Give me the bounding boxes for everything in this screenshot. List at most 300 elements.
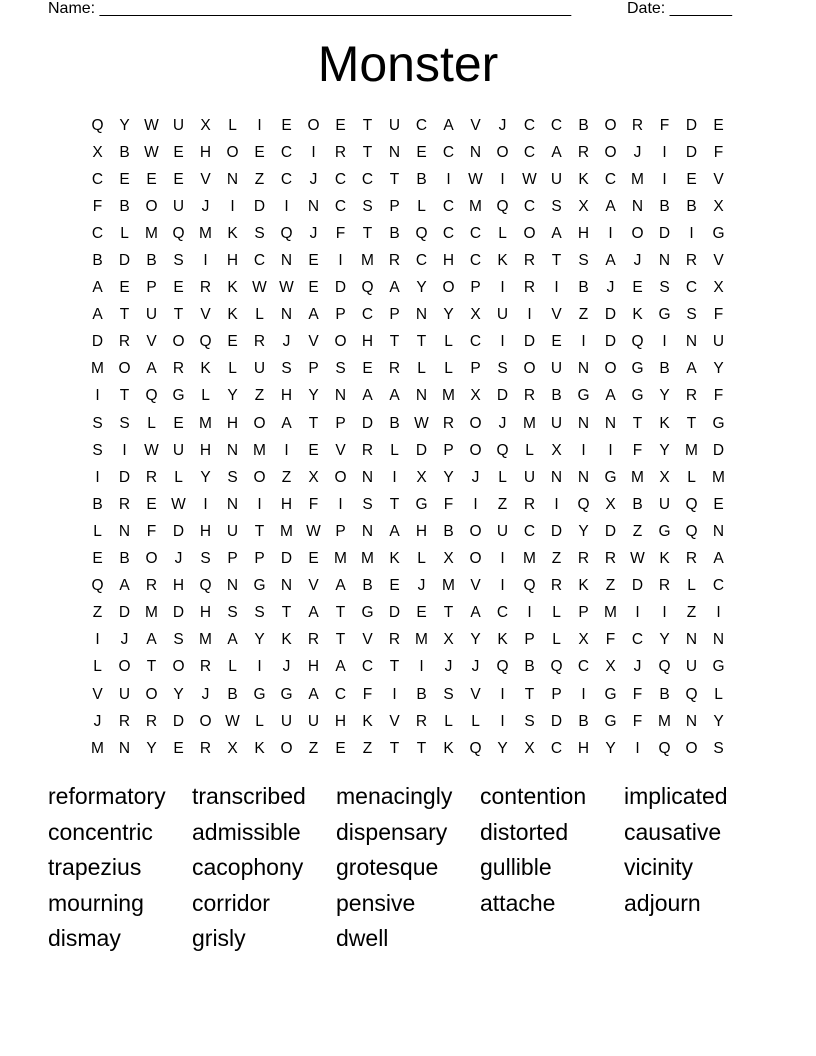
- grid-letter: G: [631, 387, 644, 405]
- grid-letter: S: [173, 631, 184, 649]
- word-list-item: grisly: [192, 925, 246, 951]
- grid-letter: C: [361, 658, 374, 676]
- grid-letter: H: [199, 604, 212, 622]
- grid-letter: E: [227, 333, 238, 351]
- grid-letter: N: [361, 522, 374, 540]
- grid-letter: Q: [685, 685, 698, 703]
- grid-letter: B: [92, 252, 103, 270]
- grid-letter: I: [257, 495, 262, 513]
- grid-letter: R: [415, 712, 428, 730]
- grid-letter: N: [712, 631, 725, 649]
- grid-letter: L: [228, 116, 237, 134]
- grid-letter: J: [633, 252, 642, 270]
- grid-letter: D: [604, 333, 617, 351]
- grid-letter: L: [552, 604, 561, 622]
- grid-letter: A: [308, 306, 319, 324]
- grid-letter: K: [281, 631, 292, 649]
- grid-letter: G: [172, 387, 185, 405]
- grid-letter: V: [335, 441, 346, 459]
- grid-letter: E: [308, 550, 319, 568]
- grid-letter: Q: [658, 658, 671, 676]
- grid-letter: H: [172, 577, 185, 595]
- grid-letter: Q: [685, 522, 698, 540]
- grid-letter: A: [551, 224, 562, 242]
- grid-letter: L: [525, 441, 534, 459]
- grid-letter: P: [551, 685, 562, 703]
- grid-letter: U: [496, 306, 509, 324]
- grid-letter: E: [308, 252, 319, 270]
- grid-letter: U: [496, 522, 509, 540]
- grid-letter: O: [253, 468, 266, 486]
- grid-row: [84, 627, 732, 654]
- grid-letter: A: [713, 550, 724, 568]
- grid-letter: M: [199, 224, 212, 242]
- grid-letter: E: [173, 279, 184, 297]
- grid-row: [84, 383, 732, 410]
- grid-letter: S: [254, 224, 265, 242]
- grid-letter: M: [523, 550, 536, 568]
- grid-letter: M: [523, 414, 536, 432]
- grid-row: [84, 247, 732, 274]
- grid-letter: D: [523, 333, 536, 351]
- grid-letter: T: [308, 414, 319, 432]
- grid-letter: I: [257, 658, 262, 676]
- grid-letter: H: [280, 495, 293, 513]
- grid-letter: W: [252, 279, 267, 297]
- grid-letter: L: [147, 414, 156, 432]
- grid-letter: J: [282, 333, 291, 351]
- grid-letter: T: [416, 333, 427, 351]
- grid-letter: R: [577, 550, 590, 568]
- grid-letter: R: [334, 143, 347, 161]
- grid-letter: A: [281, 414, 292, 432]
- word-list-item: attache: [480, 889, 556, 916]
- grid-letter: Q: [496, 658, 509, 676]
- grid-letter: S: [551, 197, 562, 215]
- grid-letter: K: [200, 360, 211, 378]
- grid-letter: H: [361, 333, 374, 351]
- grid-letter: X: [92, 143, 103, 161]
- grid-letter: B: [119, 550, 130, 568]
- grid-letter: E: [632, 279, 643, 297]
- grid-letter: P: [578, 604, 589, 622]
- grid-letter: C: [334, 197, 347, 215]
- grid-letter: V: [146, 333, 157, 351]
- grid-letter: M: [712, 468, 725, 486]
- grid-letter: I: [419, 658, 424, 676]
- grid-letter: D: [172, 604, 185, 622]
- grid-letter: F: [308, 495, 319, 513]
- grid-letter: T: [389, 658, 400, 676]
- grid-letter: L: [120, 224, 129, 242]
- grid-letter: C: [361, 170, 374, 188]
- grid-letter: E: [146, 495, 157, 513]
- grid-letter: I: [662, 143, 667, 161]
- grid-letter: O: [145, 685, 158, 703]
- grid-letter: D: [91, 333, 104, 351]
- grid-letter: C: [550, 116, 563, 134]
- grid-letter: Z: [578, 306, 589, 324]
- grid-letter: S: [713, 739, 724, 757]
- grid-letter: L: [93, 658, 102, 676]
- grid-letter: G: [253, 577, 266, 595]
- grid-letter: B: [146, 252, 157, 270]
- grid-letter: U: [172, 441, 185, 459]
- grid-letter: J: [201, 197, 210, 215]
- grid-letter: C: [604, 170, 617, 188]
- grid-letter: B: [686, 197, 697, 215]
- grid-letter: L: [201, 387, 210, 405]
- grid-letter: J: [309, 170, 318, 188]
- grid-letter: M: [415, 631, 428, 649]
- grid-letter: S: [227, 468, 238, 486]
- grid-letter: A: [335, 577, 346, 595]
- grid-letter: O: [334, 468, 347, 486]
- grid-letter: P: [470, 279, 481, 297]
- grid-letter: E: [281, 116, 292, 134]
- grid-letter: T: [416, 739, 427, 757]
- word-list-item: transcribed: [192, 783, 306, 809]
- grid-letter: I: [662, 604, 667, 622]
- grid-letter: C: [91, 224, 104, 242]
- grid-letter: K: [227, 279, 238, 297]
- grid-letter: T: [362, 116, 373, 134]
- grid-letter: Z: [254, 170, 265, 188]
- grid-letter: W: [522, 170, 537, 188]
- grid-letter: P: [389, 306, 400, 324]
- grid-letter: M: [199, 414, 212, 432]
- grid-letter: Q: [91, 577, 104, 595]
- grid-letter: C: [442, 143, 455, 161]
- grid-letter: E: [254, 143, 265, 161]
- grid-letter: A: [146, 631, 157, 649]
- grid-letter: G: [658, 306, 671, 324]
- grid-letter: H: [334, 712, 347, 730]
- grid-letter: I: [662, 170, 667, 188]
- grid-letter: O: [523, 224, 536, 242]
- grid-letter: V: [389, 712, 400, 730]
- grid-letter: S: [92, 441, 103, 459]
- grid-letter: D: [712, 441, 725, 459]
- grid-letter: I: [392, 685, 397, 703]
- grid-letter: A: [389, 522, 400, 540]
- grid-letter: D: [388, 604, 401, 622]
- grid-letter: Z: [362, 739, 373, 757]
- grid-row: [84, 302, 732, 329]
- grid-letter: S: [686, 306, 697, 324]
- grid-letter: Y: [146, 739, 157, 757]
- grid-letter: N: [226, 577, 239, 595]
- grid-letter: D: [658, 224, 671, 242]
- grid-letter: M: [631, 468, 644, 486]
- grid-letter: Z: [254, 387, 265, 405]
- grid-letter: M: [199, 631, 212, 649]
- grid-letter: C: [415, 252, 428, 270]
- grid-letter: I: [95, 631, 100, 649]
- grid-letter: I: [446, 170, 451, 188]
- grid-letter: G: [604, 712, 617, 730]
- grid-letter: J: [174, 550, 183, 568]
- grid-letter: V: [470, 577, 481, 595]
- grid-letter: B: [92, 495, 103, 513]
- grid-letter: E: [92, 550, 103, 568]
- grid-letter: E: [308, 441, 319, 459]
- grid-letter: I: [95, 468, 100, 486]
- grid-letter: Y: [443, 306, 454, 324]
- grid-letter: R: [550, 577, 563, 595]
- grid-letter: L: [498, 468, 507, 486]
- grid-letter: I: [635, 604, 640, 622]
- grid-letter: R: [523, 495, 536, 513]
- word-list: [48, 780, 768, 958]
- grid-row: [84, 518, 732, 545]
- grid-letter: O: [685, 739, 698, 757]
- grid-letter: D: [172, 712, 185, 730]
- grid-letter: B: [119, 197, 130, 215]
- grid-letter: R: [442, 414, 455, 432]
- grid-letter: W: [279, 279, 294, 297]
- grid-letter: N: [118, 522, 131, 540]
- grid-letter: I: [392, 468, 397, 486]
- grid-letter: Q: [415, 224, 428, 242]
- grid-letter: E: [335, 116, 346, 134]
- grid-letter: D: [280, 550, 293, 568]
- word-list-item: corridor: [192, 889, 270, 916]
- grid-letter: G: [604, 468, 617, 486]
- grid-letter: X: [470, 387, 481, 405]
- grid-letter: Q: [91, 116, 104, 134]
- grid-letter: W: [144, 441, 159, 459]
- word-search-grid: [84, 112, 732, 762]
- grid-letter: I: [500, 712, 505, 730]
- grid-letter: T: [146, 658, 157, 676]
- grid-letter: I: [257, 116, 262, 134]
- grid-letter: S: [362, 197, 373, 215]
- grid-letter: I: [122, 441, 127, 459]
- grid-letter: D: [604, 306, 617, 324]
- grid-row: [84, 356, 732, 383]
- grid-letter: C: [469, 333, 482, 351]
- grid-letter: M: [442, 577, 455, 595]
- grid-letter: L: [552, 631, 561, 649]
- grid-letter: C: [442, 197, 455, 215]
- grid-letter: F: [146, 522, 157, 540]
- grid-letter: R: [199, 279, 212, 297]
- grid-letter: A: [335, 658, 346, 676]
- grid-letter: W: [144, 143, 159, 161]
- grid-letter: O: [469, 441, 482, 459]
- grid-letter: E: [119, 170, 130, 188]
- grid-letter: L: [444, 712, 453, 730]
- grid-letter: I: [500, 333, 505, 351]
- grid-letter: P: [308, 360, 319, 378]
- grid-letter: A: [308, 604, 319, 622]
- grid-letter: O: [604, 143, 617, 161]
- grid-row: [84, 491, 732, 518]
- grid-letter: R: [685, 387, 698, 405]
- grid-letter: E: [173, 739, 184, 757]
- grid-letter: U: [280, 712, 293, 730]
- grid-letter: X: [605, 495, 616, 513]
- grid-letter: Y: [173, 685, 184, 703]
- grid-letter: B: [416, 685, 427, 703]
- grid-letter: J: [633, 658, 642, 676]
- grid-letter: H: [577, 224, 590, 242]
- grid-letter: C: [415, 116, 428, 134]
- grid-letter: G: [604, 685, 617, 703]
- grid-letter: I: [554, 279, 559, 297]
- grid-letter: U: [253, 360, 266, 378]
- name-field[interactable]: Name: _____________________________________________________: [48, 0, 572, 17]
- grid-letter: N: [415, 387, 428, 405]
- grid-letter: U: [307, 712, 320, 730]
- grid-letter: U: [226, 522, 239, 540]
- grid-letter: N: [685, 631, 698, 649]
- grid-letter: H: [199, 143, 212, 161]
- grid-letter: S: [524, 712, 535, 730]
- grid-letter: D: [172, 522, 185, 540]
- grid-letter: R: [631, 116, 644, 134]
- grid-letter: A: [389, 279, 400, 297]
- grid-letter: R: [145, 577, 158, 595]
- grid-letter: N: [226, 495, 239, 513]
- grid-letter: G: [280, 685, 293, 703]
- grid-letter: T: [254, 522, 265, 540]
- grid-letter: J: [201, 685, 210, 703]
- grid-letter: V: [308, 577, 319, 595]
- date-field[interactable]: Date: _______: [627, 0, 732, 17]
- grid-letter: Z: [605, 577, 616, 595]
- grid-letter: M: [658, 712, 671, 730]
- grid-letter: O: [280, 739, 293, 757]
- grid-letter: K: [578, 577, 589, 595]
- grid-letter: Y: [308, 387, 319, 405]
- grid-letter: C: [469, 224, 482, 242]
- word-list-item: cacophony: [192, 854, 304, 880]
- grid-letter: Y: [443, 468, 454, 486]
- grid-letter: E: [713, 116, 724, 134]
- grid-letter: O: [631, 224, 644, 242]
- grid-letter: B: [389, 224, 400, 242]
- grid-letter: D: [118, 468, 131, 486]
- grid-letter: T: [389, 495, 400, 513]
- grid-letter: L: [417, 197, 426, 215]
- grid-letter: D: [685, 143, 698, 161]
- grid-letter: F: [713, 387, 724, 405]
- grid-letter: O: [442, 279, 455, 297]
- grid-letter: V: [551, 306, 562, 324]
- grid-letter: D: [118, 252, 131, 270]
- grid-letter: I: [581, 441, 586, 459]
- grid-letter: R: [388, 360, 401, 378]
- grid-letter: E: [389, 577, 400, 595]
- grid-letter: V: [713, 170, 724, 188]
- grid-letter: R: [388, 631, 401, 649]
- grid-letter: M: [91, 739, 104, 757]
- grid-letter: C: [523, 197, 536, 215]
- grid-letter: I: [284, 441, 289, 459]
- grid-letter: V: [308, 333, 319, 351]
- grid-letter: L: [687, 577, 696, 595]
- grid-letter: R: [145, 712, 158, 730]
- grid-letter: H: [280, 387, 293, 405]
- grid-letter: O: [118, 658, 131, 676]
- grid-letter: N: [577, 468, 590, 486]
- grid-letter: P: [227, 550, 238, 568]
- grid-letter: N: [685, 333, 698, 351]
- grid-letter: N: [280, 577, 293, 595]
- grid-letter: I: [662, 333, 667, 351]
- grid-letter: C: [685, 279, 698, 297]
- grid-letter: N: [415, 306, 428, 324]
- grid-letter: I: [716, 604, 721, 622]
- grid-letter: O: [496, 143, 509, 161]
- grid-letter: J: [633, 143, 642, 161]
- grid-letter: G: [415, 495, 428, 513]
- grid-letter: K: [578, 170, 589, 188]
- grid-letter: F: [713, 143, 724, 161]
- grid-letter: N: [226, 441, 239, 459]
- grid-letter: Y: [254, 631, 265, 649]
- grid-row: [84, 220, 732, 247]
- word-list-item: dwell: [336, 925, 389, 951]
- grid-letter: O: [226, 143, 239, 161]
- grid-letter: C: [280, 143, 293, 161]
- grid-letter: A: [605, 387, 616, 405]
- grid-letter: Z: [632, 522, 643, 540]
- grid-letter: B: [119, 143, 130, 161]
- grid-letter: X: [308, 468, 319, 486]
- grid-letter: J: [498, 414, 507, 432]
- grid-letter: N: [577, 360, 590, 378]
- grid-letter: O: [523, 360, 536, 378]
- grid-row: [84, 437, 732, 464]
- grid-row: [84, 600, 732, 627]
- word-list-item: grotesque: [336, 854, 439, 880]
- grid-letter: N: [334, 387, 347, 405]
- grid-letter: Z: [308, 739, 319, 757]
- grid-letter: Z: [92, 604, 103, 622]
- grid-letter: I: [608, 224, 613, 242]
- grid-letter: N: [685, 712, 698, 730]
- grid-letter: S: [578, 252, 589, 270]
- grid-letter: K: [497, 631, 508, 649]
- grid-letter: S: [173, 252, 184, 270]
- grid-letter: T: [632, 414, 643, 432]
- grid-letter: R: [604, 550, 617, 568]
- grid-letter: R: [658, 577, 671, 595]
- grid-letter: L: [93, 522, 102, 540]
- grid-letter: T: [686, 414, 697, 432]
- grid-letter: J: [444, 658, 453, 676]
- grid-letter: V: [92, 685, 103, 703]
- grid-letter: Z: [551, 550, 562, 568]
- grid-letter: C: [523, 522, 536, 540]
- word-list-item: trapezius: [48, 854, 142, 880]
- grid-letter: O: [469, 522, 482, 540]
- grid-letter: O: [253, 414, 266, 432]
- grid-letter: P: [443, 441, 454, 459]
- grid-letter: Q: [199, 577, 212, 595]
- grid-letter: U: [550, 170, 563, 188]
- grid-letter: J: [498, 116, 507, 134]
- grid-letter: C: [523, 143, 536, 161]
- grid-letter: O: [469, 414, 482, 432]
- grid-letter: P: [389, 197, 400, 215]
- grid-letter: I: [284, 197, 289, 215]
- grid-letter: A: [119, 577, 130, 595]
- grid-letter: O: [118, 360, 131, 378]
